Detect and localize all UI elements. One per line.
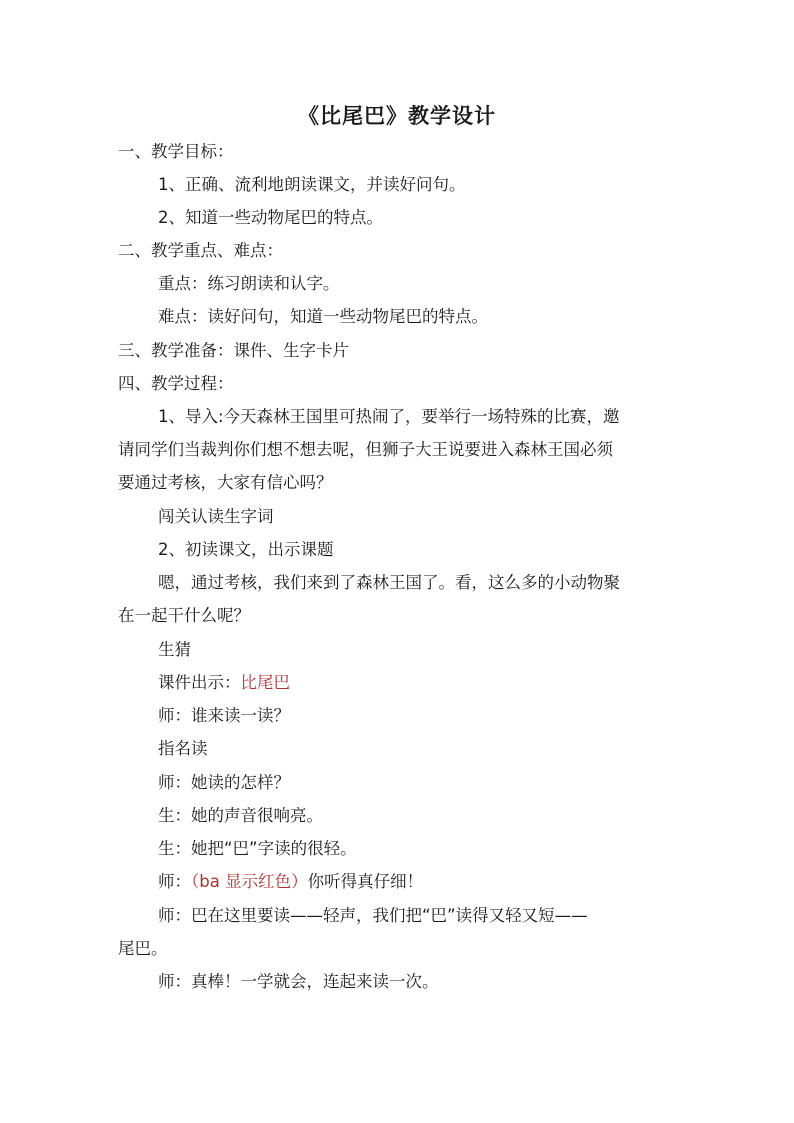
dialogue-how: 师：她读的怎样？ xyxy=(158,773,290,792)
difficult-point: 难点：读好问句，知道一些动物尾巴的特点。 xyxy=(158,307,488,326)
section-heading-objectives: 一、教学目标： xyxy=(118,142,234,161)
process-1-line-1: 1、导入:今天森林王国里可热闹了，要举行一场特殊的比赛，邀 xyxy=(158,407,620,426)
dialogue-named-reading: 指名读 xyxy=(158,739,208,758)
dialogue-student-2: 生：她把“巴”字读的很轻。 xyxy=(158,839,357,858)
section-heading-preparation: 三、教学准备：课件、生字卡片 xyxy=(118,341,349,360)
dialogue-teacher-great: 师：真棒！一学就会，连起来读一次。 xyxy=(158,972,439,991)
process-note: 闯关认读生字词 xyxy=(158,507,274,526)
dialogue-guess: 生猜 xyxy=(158,640,191,659)
dialogue-courseware xyxy=(158,671,290,695)
dialogue-teacher-explain-line-2: 尾巴。 xyxy=(118,939,168,958)
document-title: 《比尾巴》教学设计 xyxy=(298,104,496,128)
process-2-heading: 2、初读课文，出示课题 xyxy=(158,540,334,559)
dialogue-who-reads: 师：谁来读一读？ xyxy=(158,706,290,725)
dialogue-student-1: 生：她的声音很响亮。 xyxy=(158,806,323,825)
key-point: 重点：练习朗读和认字。 xyxy=(158,274,340,293)
courseware-highlight: 比尾巴 xyxy=(240,673,290,692)
process-1-line-2: 请同学们当裁判你们想不想去呢，但狮子大王说要进入森林王国必须 xyxy=(118,440,613,459)
teacher-praise-text: 你听得真仔细！ xyxy=(307,872,424,891)
dialogue-teacher-explain-line-1: 师：巴在这里要读——轻声，我们把“巴”读得又轻又短—— xyxy=(158,906,588,925)
courseware-label: 课件出示： xyxy=(158,673,241,692)
process-2-line-2: 在一起干什么呢？ xyxy=(118,606,250,625)
teacher-label: 师： xyxy=(158,872,191,891)
process-1-line-3: 要通过考核，大家有信心吗？ xyxy=(118,473,333,492)
red-note: （ba 显示红色） xyxy=(191,872,308,891)
section-heading-process: 四、教学过程： xyxy=(118,374,234,393)
dialogue-teacher-praise xyxy=(158,870,423,894)
section-heading-key-points: 二、教学重点、难点： xyxy=(118,241,283,260)
objective-1: 1、正确、流利地朗读课文，并读好问句。 xyxy=(158,175,466,194)
process-2-line-1: 嗯，通过考核，我们来到了森林王国了。看，这么多的小动物聚 xyxy=(158,573,620,592)
objective-2: 2、知道一些动物尾巴的特点。 xyxy=(158,208,383,227)
